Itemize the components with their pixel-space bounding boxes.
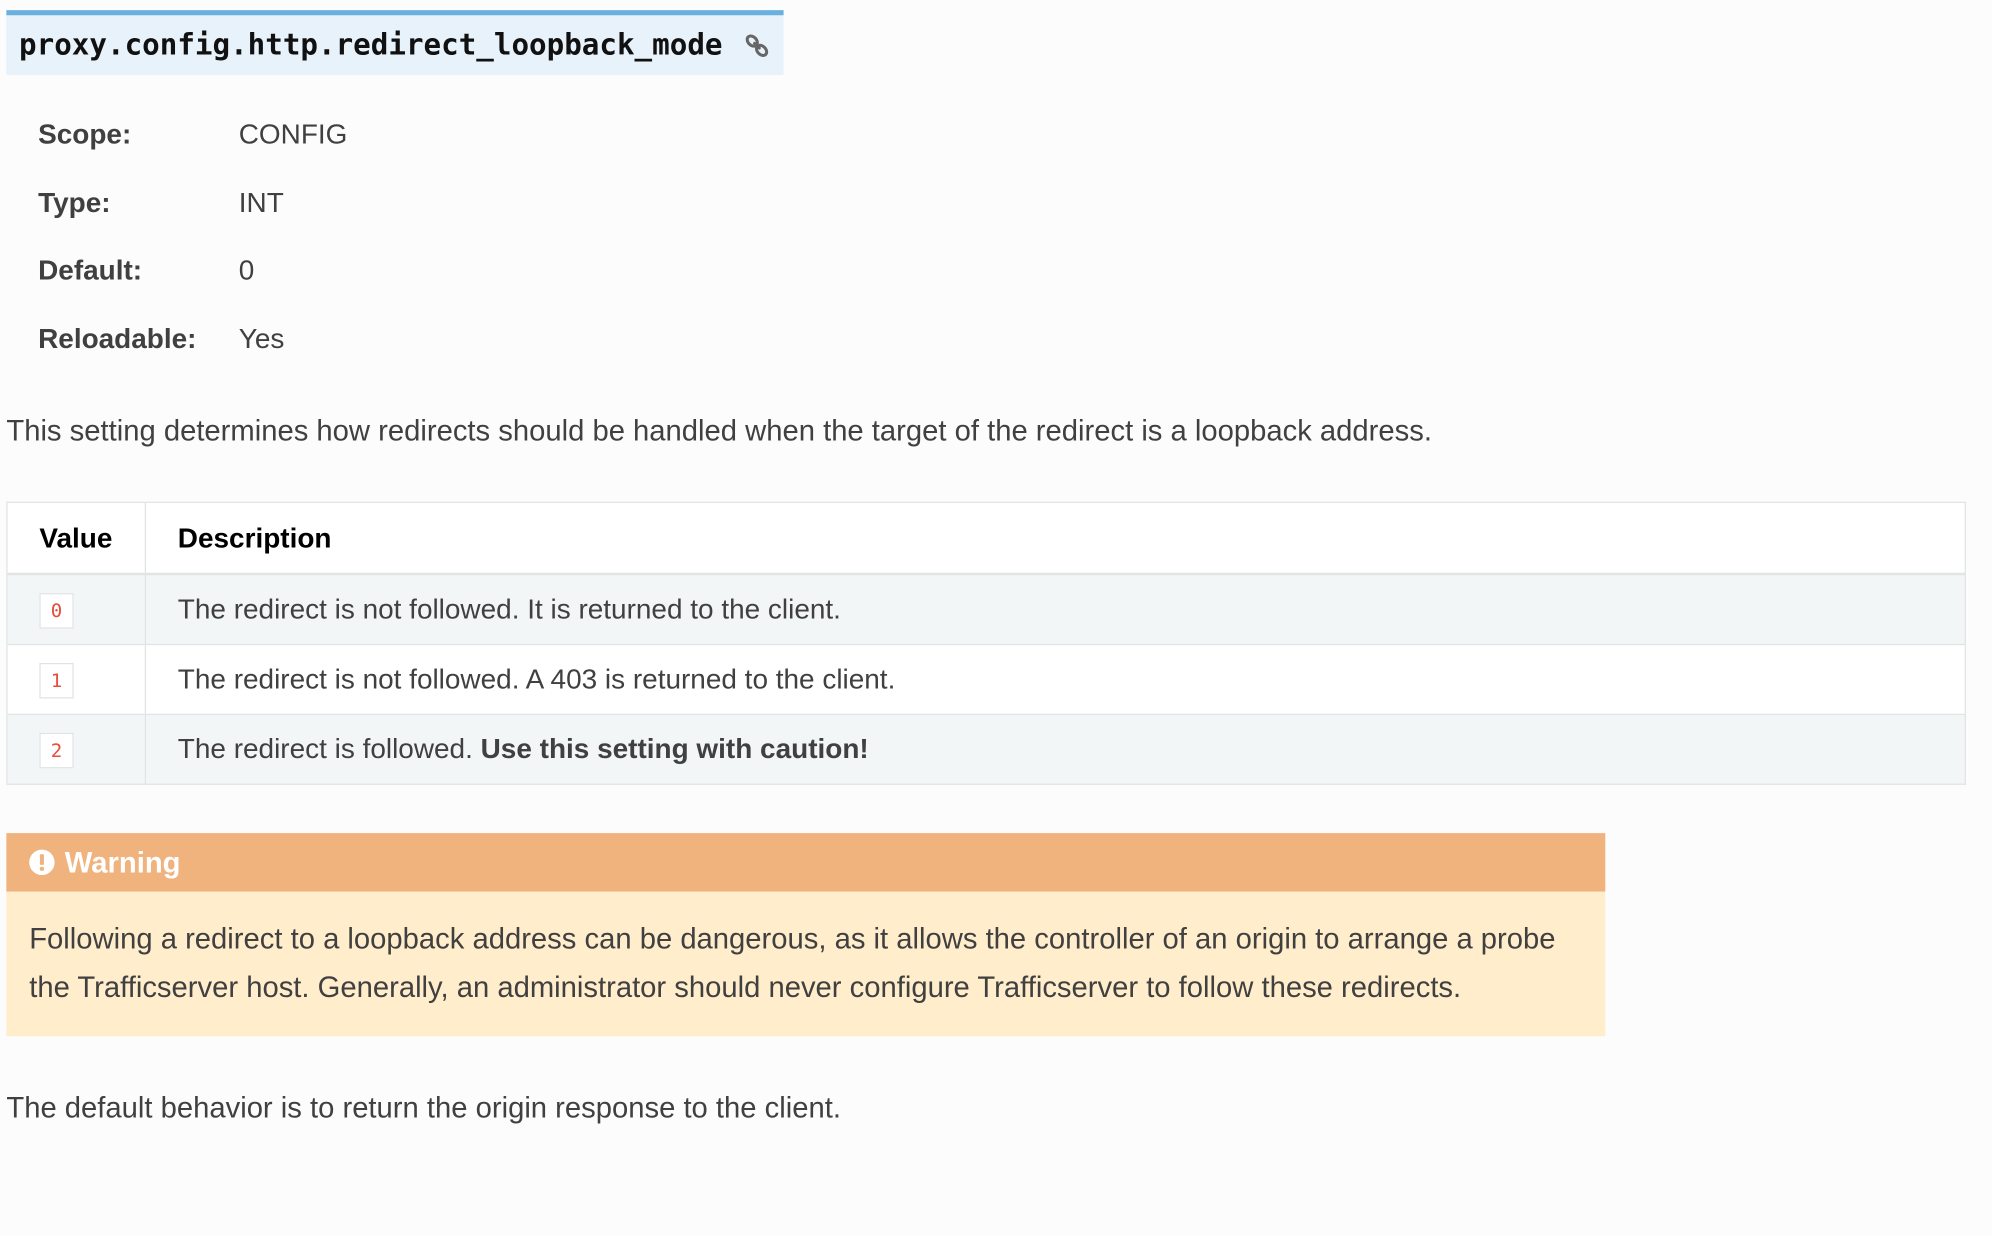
outro-paragraph: The default behavior is to return the origin response to the client. <box>6 1090 841 1124</box>
field-row-default <box>38 254 1992 322</box>
field-label: Reloadable: <box>38 321 197 354</box>
warning-title: Warning <box>64 845 181 879</box>
warning-body: Following a redirect to a loopback address can be dangerous, as it allows the controller of an origin to arrange a probe the Trafficserver host. Generally, an administrator should never configure Trafficserver to follow these redirects. <box>29 922 1556 1004</box>
table-row <box>7 574 1965 644</box>
field-row-scope <box>38 118 1992 186</box>
field-value: CONFIG <box>238 118 348 150</box>
field-label: Type: <box>38 186 111 218</box>
warning-title-bar <box>6 833 1605 891</box>
caution-text: Use this setting with caution! <box>480 732 869 765</box>
field-value: 0 <box>238 254 255 286</box>
field-value: Yes <box>238 321 285 354</box>
table-row <box>7 645 1965 715</box>
description-cell <box>145 714 1965 784</box>
description-cell <box>145 574 1965 644</box>
warning-admonition <box>6 833 1605 1036</box>
value-cell <box>7 645 145 715</box>
link-icon[interactable] <box>743 31 771 59</box>
value-cell <box>7 714 145 784</box>
column-header-description: Description <box>145 502 1965 574</box>
config-signature <box>6 10 783 75</box>
field-list <box>38 118 1992 390</box>
description-cell <box>145 645 1965 715</box>
field-label: Default: <box>38 254 143 286</box>
intro-paragraph: This setting determines how redirects should be handled when the target of the redirect is a loopback address. <box>6 414 1432 448</box>
value-code: 0 <box>39 592 73 628</box>
field-label: Scope: <box>38 118 132 150</box>
table-header-row <box>7 502 1965 574</box>
exclamation-circle-icon <box>28 848 56 876</box>
description-text: The redirect is not followed. A 403 is returned to the client. <box>177 662 896 695</box>
table-row <box>7 714 1965 784</box>
config-name: proxy.config.http.redirect_loopback_mode <box>19 28 723 62</box>
description-text: The redirect is not followed. It is returned to the client. <box>177 593 841 625</box>
value-cell <box>7 574 145 644</box>
values-table <box>6 502 1966 785</box>
field-row-type <box>38 186 1992 254</box>
field-value: INT <box>238 186 284 218</box>
value-code: 2 <box>39 732 73 768</box>
value-code: 1 <box>39 662 73 698</box>
field-row-reloadable <box>38 322 1992 390</box>
description-text: The redirect is followed. <box>177 732 481 765</box>
column-header-value: Value <box>7 502 145 574</box>
